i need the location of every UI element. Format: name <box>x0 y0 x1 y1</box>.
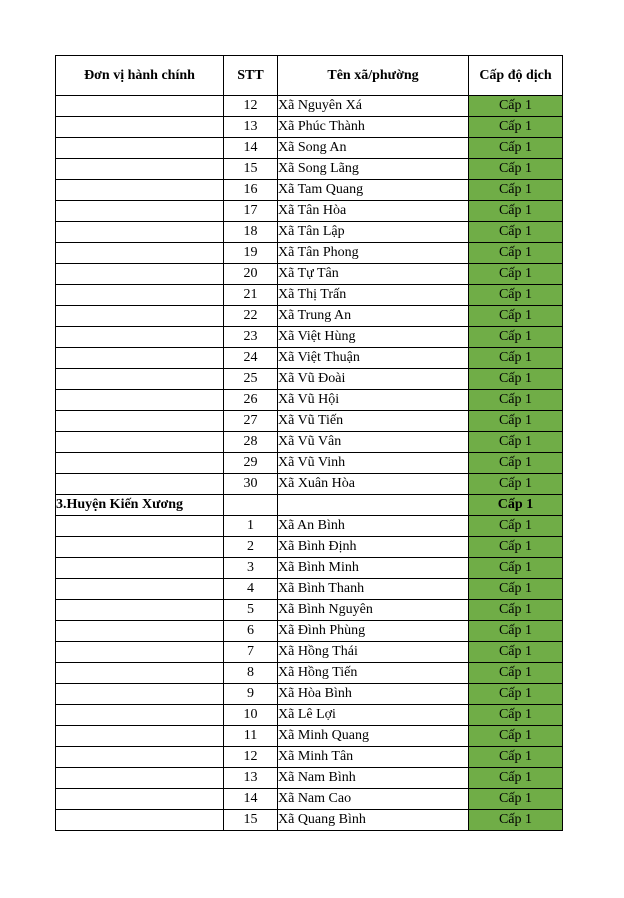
table-row <box>56 180 563 201</box>
stt-cell: 24 <box>224 348 278 369</box>
unit-cell <box>56 285 224 306</box>
commune-name-cell: Xã Minh Tân <box>278 747 469 768</box>
table-row <box>56 306 563 327</box>
unit-cell <box>56 579 224 600</box>
commune-name-cell: Xã Quang Bình <box>278 810 469 831</box>
unit-cell <box>56 684 224 705</box>
level-cell: Cấp 1 <box>469 96 563 117</box>
commune-name-cell: Xã Lê Lợi <box>278 705 469 726</box>
level-cell: Cấp 1 <box>469 789 563 810</box>
unit-cell <box>56 768 224 789</box>
commune-name-cell: Xã Tân Lập <box>278 222 469 243</box>
unit-cell <box>56 432 224 453</box>
level-cell: Cấp 1 <box>469 705 563 726</box>
table-row <box>56 327 563 348</box>
table-row <box>56 453 563 474</box>
commune-name-cell: Xã Song An <box>278 138 469 159</box>
level-cell: Cấp 1 <box>469 747 563 768</box>
commune-name-cell: Xã Bình Minh <box>278 558 469 579</box>
header-unit: Đơn vị hành chính <box>56 56 224 96</box>
level-cell: Cấp 1 <box>469 411 563 432</box>
table-row <box>56 600 563 621</box>
table-row <box>56 138 563 159</box>
commune-name-cell: Xã Bình Định <box>278 537 469 558</box>
stt-cell: 12 <box>224 747 278 768</box>
unit-cell <box>56 537 224 558</box>
stt-cell: 25 <box>224 369 278 390</box>
commune-name-cell: Xã Vũ Vinh <box>278 453 469 474</box>
table-row <box>56 369 563 390</box>
stt-cell: 29 <box>224 453 278 474</box>
level-cell: Cấp 1 <box>469 243 563 264</box>
stt-cell <box>224 495 278 516</box>
level-cell: Cấp 1 <box>469 726 563 747</box>
level-cell: Cấp 1 <box>469 159 563 180</box>
commune-name-cell: Xã Vũ Tiến <box>278 411 469 432</box>
level-cell: Cấp 1 <box>469 390 563 411</box>
level-cell: Cấp 1 <box>469 621 563 642</box>
unit-cell <box>56 117 224 138</box>
stt-cell: 9 <box>224 684 278 705</box>
commune-name-cell: Xã Phúc Thành <box>278 117 469 138</box>
level-cell: Cấp 1 <box>469 306 563 327</box>
table-row <box>56 474 563 495</box>
stt-cell: 18 <box>224 222 278 243</box>
table-row <box>56 432 563 453</box>
commune-name-cell: Xã Vũ Đoài <box>278 369 469 390</box>
stt-cell: 11 <box>224 726 278 747</box>
unit-cell <box>56 600 224 621</box>
unit-cell <box>56 138 224 159</box>
table-row <box>56 264 563 285</box>
unit-cell <box>56 558 224 579</box>
level-cell: Cấp 1 <box>469 138 563 159</box>
level-cell: Cấp 1 <box>469 579 563 600</box>
group-row <box>56 495 563 516</box>
stt-cell: 15 <box>224 810 278 831</box>
level-cell: Cấp 1 <box>469 558 563 579</box>
table-row <box>56 747 563 768</box>
stt-cell: 14 <box>224 138 278 159</box>
table-row <box>56 285 563 306</box>
level-cell: Cấp 1 <box>469 201 563 222</box>
stt-cell: 12 <box>224 96 278 117</box>
unit-cell <box>56 474 224 495</box>
unit-cell <box>56 453 224 474</box>
unit-cell <box>56 705 224 726</box>
stt-cell: 19 <box>224 243 278 264</box>
level-cell: Cấp 1 <box>469 180 563 201</box>
stt-cell: 6 <box>224 621 278 642</box>
stt-cell: 27 <box>224 411 278 432</box>
commune-name-cell: Xã Hòa Bình <box>278 684 469 705</box>
commune-name-cell: Xã Nguyên Xá <box>278 96 469 117</box>
stt-cell: 1 <box>224 516 278 537</box>
unit-cell <box>56 411 224 432</box>
stt-cell: 28 <box>224 432 278 453</box>
stt-cell: 8 <box>224 663 278 684</box>
stt-cell: 16 <box>224 180 278 201</box>
level-cell: Cấp 1 <box>469 495 563 516</box>
stt-cell: 3 <box>224 558 278 579</box>
unit-cell <box>56 96 224 117</box>
unit-cell <box>56 264 224 285</box>
unit-cell <box>56 789 224 810</box>
unit-cell <box>56 222 224 243</box>
table-row <box>56 222 563 243</box>
stt-cell: 21 <box>224 285 278 306</box>
level-cell: Cấp 1 <box>469 369 563 390</box>
level-cell: Cấp 1 <box>469 432 563 453</box>
table-row <box>56 117 563 138</box>
level-cell: Cấp 1 <box>469 327 563 348</box>
table-row <box>56 411 563 432</box>
unit-cell <box>56 243 224 264</box>
unit-cell <box>56 642 224 663</box>
commune-name-cell <box>278 495 469 516</box>
table-row <box>56 159 563 180</box>
table-row <box>56 96 563 117</box>
commune-name-cell: Xã Trung An <box>278 306 469 327</box>
commune-name-cell: Xã Tân Phong <box>278 243 469 264</box>
commune-name-cell: Xã Bình Nguyên <box>278 600 469 621</box>
level-cell: Cấp 1 <box>469 264 563 285</box>
unit-cell <box>56 369 224 390</box>
commune-name-cell: Xã Bình Thanh <box>278 579 469 600</box>
table-row <box>56 642 563 663</box>
table-row <box>56 705 563 726</box>
unit-cell <box>56 390 224 411</box>
unit-cell <box>56 810 224 831</box>
stt-cell: 20 <box>224 264 278 285</box>
level-cell: Cấp 1 <box>469 222 563 243</box>
stt-cell: 14 <box>224 789 278 810</box>
table-row <box>56 243 563 264</box>
commune-name-cell: Xã Nam Cao <box>278 789 469 810</box>
level-cell: Cấp 1 <box>469 285 563 306</box>
level-cell: Cấp 1 <box>469 663 563 684</box>
stt-cell: 15 <box>224 159 278 180</box>
table-row <box>56 516 563 537</box>
stt-cell: 5 <box>224 600 278 621</box>
stt-cell: 17 <box>224 201 278 222</box>
commune-name-cell: Xã Tam Quang <box>278 180 469 201</box>
unit-cell <box>56 726 224 747</box>
level-cell: Cấp 1 <box>469 600 563 621</box>
commune-level-table <box>55 55 563 831</box>
commune-name-cell: Xã Minh Quang <box>278 726 469 747</box>
table-row <box>56 537 563 558</box>
commune-name-cell: Xã Xuân Hòa <box>278 474 469 495</box>
level-cell: Cấp 1 <box>469 768 563 789</box>
commune-name-cell: Xã Hồng Thái <box>278 642 469 663</box>
header-stt: STT <box>224 56 278 96</box>
level-cell: Cấp 1 <box>469 117 563 138</box>
level-cell: Cấp 1 <box>469 516 563 537</box>
stt-cell: 22 <box>224 306 278 327</box>
stt-cell: 30 <box>224 474 278 495</box>
commune-name-cell: Xã Việt Hùng <box>278 327 469 348</box>
commune-name-cell: Xã Song Lãng <box>278 159 469 180</box>
table-row <box>56 348 563 369</box>
commune-name-cell: Xã Việt Thuận <box>278 348 469 369</box>
commune-name-cell: Xã Hồng Tiến <box>278 663 469 684</box>
stt-cell: 13 <box>224 117 278 138</box>
table-row <box>56 768 563 789</box>
header-row <box>56 56 563 96</box>
commune-name-cell: Xã Vũ Vân <box>278 432 469 453</box>
header-name: Tên xã/phường <box>278 56 469 96</box>
unit-cell <box>56 327 224 348</box>
commune-name-cell: Xã Nam Bình <box>278 768 469 789</box>
table-row <box>56 789 563 810</box>
stt-cell: 7 <box>224 642 278 663</box>
level-cell: Cấp 1 <box>469 474 563 495</box>
commune-name-cell: Xã Tân Hòa <box>278 201 469 222</box>
level-cell: Cấp 1 <box>469 642 563 663</box>
level-cell: Cấp 1 <box>469 684 563 705</box>
unit-cell <box>56 348 224 369</box>
table-row <box>56 201 563 222</box>
stt-cell: 13 <box>224 768 278 789</box>
unit-cell <box>56 306 224 327</box>
commune-name-cell: Xã Vũ Hội <box>278 390 469 411</box>
unit-cell <box>56 516 224 537</box>
unit-cell: 3.Huyện Kiến Xương <box>56 495 224 516</box>
level-cell: Cấp 1 <box>469 348 563 369</box>
level-cell: Cấp 1 <box>469 537 563 558</box>
level-cell: Cấp 1 <box>469 453 563 474</box>
unit-cell <box>56 663 224 684</box>
stt-cell: 4 <box>224 579 278 600</box>
table-row <box>56 579 563 600</box>
commune-name-cell: Xã Đình Phùng <box>278 621 469 642</box>
unit-cell <box>56 159 224 180</box>
header-level: Cấp độ dịch <box>469 56 563 96</box>
unit-cell <box>56 180 224 201</box>
commune-name-cell: Xã Tự Tân <box>278 264 469 285</box>
unit-cell <box>56 747 224 768</box>
level-cell: Cấp 1 <box>469 810 563 831</box>
unit-cell <box>56 201 224 222</box>
table-row <box>56 684 563 705</box>
table-row <box>56 621 563 642</box>
table-row <box>56 726 563 747</box>
stt-cell: 10 <box>224 705 278 726</box>
table-row <box>56 663 563 684</box>
table-row <box>56 390 563 411</box>
table-row <box>56 810 563 831</box>
stt-cell: 26 <box>224 390 278 411</box>
stt-cell: 2 <box>224 537 278 558</box>
commune-name-cell: Xã Thị Trấn <box>278 285 469 306</box>
commune-name-cell: Xã An Bình <box>278 516 469 537</box>
unit-cell <box>56 621 224 642</box>
stt-cell: 23 <box>224 327 278 348</box>
table-row <box>56 558 563 579</box>
